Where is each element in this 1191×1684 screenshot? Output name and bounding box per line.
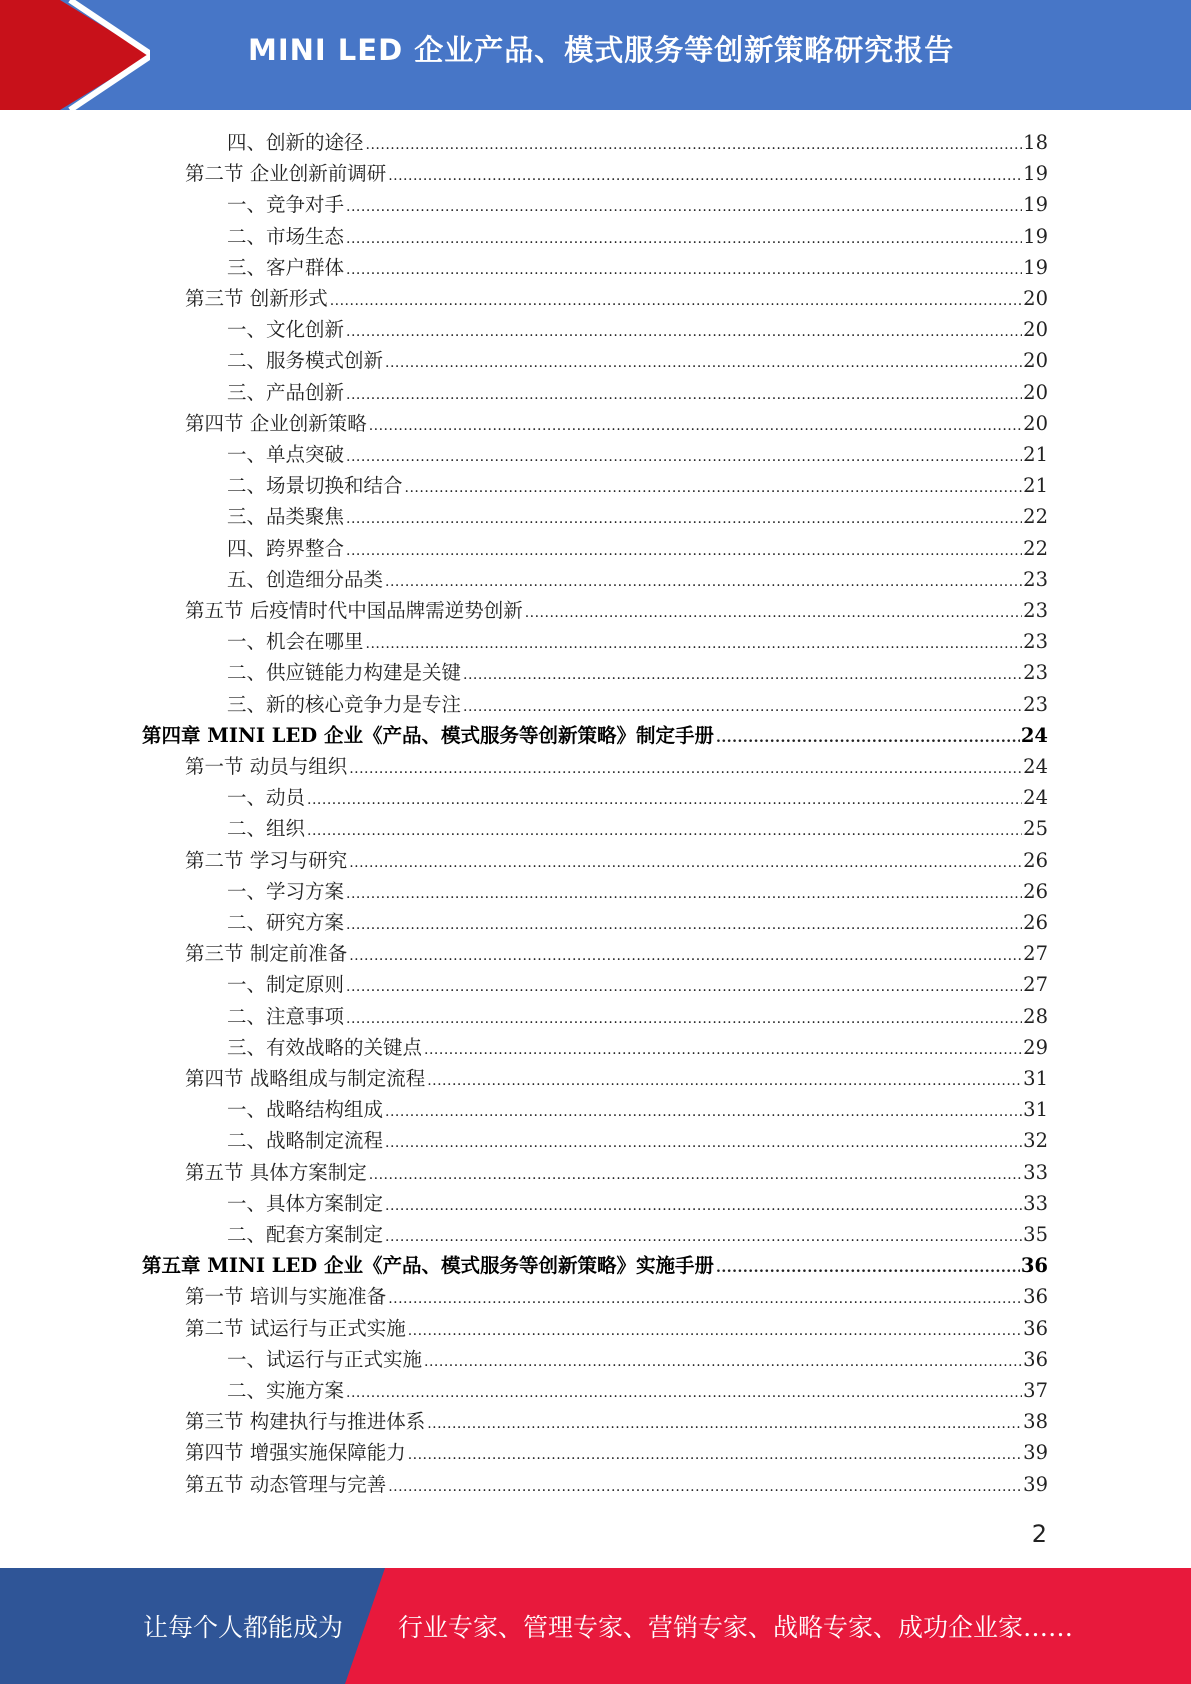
toc-subsection-entry[interactable] <box>227 1125 1048 1156</box>
toc-section-entry[interactable] <box>185 1406 1048 1437</box>
toc-entry-title: 第五章 MINI LED 企业《产品、模式服务等创新策略》实施手册 <box>142 1254 715 1278</box>
toc-entry-title: 二、实施方案 <box>227 1379 345 1402</box>
toc-entry-page: 27 <box>1023 942 1048 966</box>
toc-subsection-entry[interactable] <box>227 876 1048 907</box>
toc-section-entry[interactable] <box>185 1281 1048 1312</box>
toc-dot-leader <box>388 1284 1022 1315</box>
toc-dot-leader <box>385 1097 1022 1128</box>
toc-entry-page: 23 <box>1023 567 1048 591</box>
toc-section-entry[interactable] <box>185 158 1048 189</box>
toc-subsection-entry[interactable] <box>227 1001 1048 1032</box>
toc-subsection-entry[interactable] <box>227 782 1048 813</box>
toc-subsection-entry[interactable] <box>227 533 1048 564</box>
toc-entry-title: 第一节 培训与实施准备 <box>185 1285 387 1309</box>
toc-dot-leader <box>346 192 1022 223</box>
toc-entry-title: 一、制定原则 <box>227 973 345 997</box>
toc-dot-leader <box>346 442 1022 473</box>
toc-subsection-entry[interactable] <box>227 221 1048 252</box>
toc-dot-leader <box>463 660 1022 691</box>
toc-entry-page: 27 <box>1023 973 1048 997</box>
toc-dot-leader <box>424 1347 1022 1378</box>
toc-entry-page: 23 <box>1023 599 1048 622</box>
toc-entry-page: 24 <box>1023 755 1048 778</box>
toc-entry-title: 一、试运行与正式实施 <box>227 1347 423 1371</box>
toc-dot-leader <box>346 255 1022 286</box>
toc-entry-title: 第五节 动态管理与完善 <box>185 1472 387 1496</box>
toc-entry-page: 22 <box>1023 505 1048 529</box>
toc-dot-leader <box>385 348 1022 379</box>
toc-dot-leader <box>307 816 1022 847</box>
toc-entry-page: 20 <box>1023 411 1048 435</box>
toc-entry-title: 二、战略制定流程 <box>227 1129 384 1153</box>
toc-entry-title: 第三节 制定前准备 <box>185 942 348 966</box>
toc-section-entry[interactable] <box>185 1157 1048 1188</box>
toc-entry-page: 31 <box>1023 1098 1048 1122</box>
toc-entry-page: 26 <box>1023 911 1048 934</box>
toc-entry-page: 18 <box>1023 131 1048 154</box>
toc-dot-leader <box>349 941 1022 972</box>
toc-entry-page: 19 <box>1023 224 1048 248</box>
document-title: MINI LED 企业产品、模式服务等创新策略研究报告 <box>248 33 955 67</box>
toc-entry-title: 二、配套方案制定 <box>227 1223 384 1246</box>
toc-dot-leader <box>716 1253 1020 1284</box>
toc-dot-leader <box>346 972 1022 1003</box>
toc-entry-title: 五、创造细分品类 <box>227 567 384 591</box>
toc-dot-leader <box>427 1066 1022 1097</box>
toc-dot-leader <box>346 536 1022 567</box>
toc-entry-page: 26 <box>1023 879 1048 903</box>
toc-entry-title: 二、服务模式创新 <box>227 349 384 373</box>
toc-entry-title: 二、注意事项 <box>227 1004 345 1028</box>
toc-entry-page: 19 <box>1023 193 1048 217</box>
toc-section-entry[interactable] <box>185 408 1048 439</box>
header-arrow-icon <box>0 0 150 110</box>
toc-entry-page: 33 <box>1023 1191 1048 1215</box>
toc-entry-title: 第二节 学习与研究 <box>185 848 348 872</box>
toc-entry-page: 24 <box>1020 723 1048 747</box>
toc-section-entry[interactable] <box>185 1437 1048 1468</box>
toc-subsection-entry[interactable] <box>227 689 1048 720</box>
toc-section-entry[interactable] <box>185 283 1048 314</box>
toc-entry-page: 23 <box>1023 661 1048 685</box>
toc-entry-title: 第二节 企业创新前调研 <box>185 162 387 186</box>
toc-entry-page: 21 <box>1023 474 1048 498</box>
toc-chapter-entry[interactable] <box>142 720 1048 751</box>
toc-entry-page: 20 <box>1023 380 1048 404</box>
toc-section-entry[interactable] <box>185 1469 1048 1500</box>
toc-entry-title: 三、品类聚焦 <box>227 505 345 529</box>
toc-dot-leader <box>369 411 1022 442</box>
toc-entry-page: 20 <box>1023 287 1048 310</box>
toc-subsection-entry[interactable] <box>227 252 1048 283</box>
toc-entry-title: 一、文化创新 <box>227 318 345 342</box>
toc-section-entry[interactable] <box>185 1063 1048 1094</box>
toc-subsection-entry[interactable] <box>227 626 1048 657</box>
toc-dot-leader <box>408 1316 1022 1347</box>
toc-section-entry[interactable] <box>185 845 1048 876</box>
toc-dot-leader <box>388 161 1022 192</box>
toc-entry-page: 37 <box>1023 1379 1048 1402</box>
toc-chapter-entry[interactable] <box>142 1250 1048 1281</box>
toc-dot-leader <box>385 1191 1022 1222</box>
toc-entry-title: 一、具体方案制定 <box>227 1191 384 1215</box>
toc-entry-page: 31 <box>1023 1067 1048 1090</box>
toc-subsection-entry[interactable] <box>227 1344 1048 1375</box>
toc-entry-page: 36 <box>1023 1285 1048 1309</box>
toc-dot-leader <box>346 317 1022 348</box>
toc-dot-leader <box>366 130 1023 161</box>
toc-entry-title: 三、新的核心竞争力是专注 <box>227 692 462 716</box>
toc-entry-title: 二、市场生态 <box>227 224 345 248</box>
toc-entry-page: 28 <box>1023 1004 1048 1028</box>
toc-dot-leader <box>346 224 1022 255</box>
toc-dot-leader <box>366 629 1023 660</box>
toc-entry-title: 四、跨界整合 <box>227 536 345 560</box>
toc-entry-title: 一、战略结构组成 <box>227 1098 384 1122</box>
toc-entry-title: 一、竞争对手 <box>227 193 345 217</box>
toc-entry-title: 第四节 战略组成与制定流程 <box>185 1067 426 1090</box>
toc-subsection-entry[interactable] <box>227 501 1048 532</box>
toc-subsection-entry[interactable] <box>227 813 1048 844</box>
toc-entry-title: 二、研究方案 <box>227 911 345 934</box>
toc-entry-title: 第三节 构建执行与推进体系 <box>185 1410 426 1434</box>
footer-slogan: 让每个人都能成为 <box>143 1613 344 1642</box>
toc-entry-title: 三、有效战略的关键点 <box>227 1035 423 1059</box>
toc-subsection-entry[interactable] <box>227 1375 1048 1406</box>
toc-entry-page: 36 <box>1023 1347 1048 1371</box>
toc-entry-page: 35 <box>1023 1223 1048 1246</box>
toc-entry-title: 四、创新的途径 <box>227 131 364 154</box>
toc-entry-title: 第四节 企业创新策略 <box>185 411 367 435</box>
toc-section-entry[interactable] <box>185 751 1048 782</box>
toc-entry-page: 20 <box>1023 349 1048 373</box>
toc-subsection-entry[interactable] <box>227 377 1048 408</box>
toc-subsection-entry[interactable] <box>227 1188 1048 1219</box>
toc-dot-leader <box>349 754 1022 785</box>
toc-subsection-entry[interactable] <box>227 1094 1048 1125</box>
toc-dot-leader <box>369 1160 1022 1191</box>
toc-entry-title: 二、场景切换和结合 <box>227 474 403 498</box>
toc-subsection-entry[interactable] <box>227 470 1048 501</box>
toc-entry-title: 二、供应链能力构建是关键 <box>227 661 462 685</box>
toc-entry-page: 25 <box>1023 817 1048 841</box>
toc-subsection-entry[interactable] <box>227 907 1048 938</box>
toc-subsection-entry[interactable] <box>227 189 1048 220</box>
page-number: 2 <box>1031 1520 1047 1548</box>
toc-subsection-entry[interactable] <box>227 314 1048 345</box>
toc-subsection-entry[interactable] <box>227 969 1048 1000</box>
toc-entry-title: 一、机会在哪里 <box>227 630 364 654</box>
toc-entry-page: 36 <box>1020 1254 1048 1278</box>
toc-entry-title: 第五节 具体方案制定 <box>185 1160 367 1184</box>
toc-subsection-entry[interactable] <box>227 1219 1048 1250</box>
toc-entry-page: 22 <box>1023 536 1048 560</box>
toc-dot-leader <box>346 879 1022 910</box>
toc-dot-leader <box>385 1222 1022 1253</box>
toc-subsection-entry[interactable] <box>227 127 1048 158</box>
toc-dot-leader <box>525 598 1022 629</box>
toc-section-entry[interactable] <box>185 595 1048 626</box>
toc-entry-title: 第二节 试运行与正式实施 <box>185 1316 406 1340</box>
page-header <box>0 0 1191 110</box>
toc-entry-page: 20 <box>1023 318 1048 342</box>
toc-entry-page: 33 <box>1023 1160 1048 1184</box>
toc-subsection-entry[interactable] <box>227 1032 1048 1063</box>
toc-dot-leader <box>346 380 1022 411</box>
toc-dot-leader <box>427 1409 1022 1440</box>
toc-dot-leader <box>346 1378 1022 1409</box>
toc-dot-leader <box>716 723 1020 754</box>
toc-dot-leader <box>424 1035 1022 1066</box>
toc-dot-leader <box>385 567 1022 598</box>
toc-entry-title: 第四章 MINI LED 企业《产品、模式服务等创新策略》制定手册 <box>142 723 715 747</box>
page-footer <box>0 1568 1191 1684</box>
toc-subsection-entry[interactable] <box>227 345 1048 376</box>
toc-subsection-entry[interactable] <box>227 439 1048 470</box>
toc-entry-page: 23 <box>1023 630 1048 654</box>
toc-section-entry[interactable] <box>185 1313 1048 1344</box>
toc-section-entry[interactable] <box>185 938 1048 969</box>
toc-dot-leader <box>330 286 1022 317</box>
toc-entry-page: 24 <box>1023 786 1048 810</box>
toc-dot-leader <box>463 692 1022 723</box>
toc-entry-title: 三、客户群体 <box>227 255 345 279</box>
toc-entry-page: 36 <box>1023 1316 1048 1340</box>
toc-entry-page: 39 <box>1023 1472 1048 1496</box>
toc-dot-leader <box>388 1472 1022 1503</box>
toc-dot-leader <box>385 1128 1022 1159</box>
toc-dot-leader <box>405 473 1023 504</box>
toc-entry-page: 32 <box>1023 1129 1048 1153</box>
toc-entry-title: 一、单点突破 <box>227 443 345 466</box>
toc-dot-leader <box>346 1004 1022 1035</box>
toc-entry-title: 第三节 创新形式 <box>185 287 328 310</box>
toc-entry-page: 21 <box>1023 443 1048 466</box>
toc-entry-title: 三、产品创新 <box>227 380 345 404</box>
toc-entry-page: 26 <box>1023 848 1048 872</box>
toc-entry-title: 二、组织 <box>227 817 306 841</box>
toc-subsection-entry[interactable] <box>227 657 1048 688</box>
toc-entry-page: 23 <box>1023 692 1048 716</box>
toc-entry-page: 19 <box>1023 162 1048 186</box>
toc-dot-leader <box>408 1440 1022 1471</box>
toc-entry-page: 19 <box>1023 255 1048 279</box>
toc-entry-title: 一、学习方案 <box>227 879 345 903</box>
toc-entry-page: 38 <box>1023 1410 1048 1434</box>
toc-entry-page: 29 <box>1023 1035 1048 1059</box>
toc-entry-title: 第一节 动员与组织 <box>185 755 348 778</box>
toc-entry-title: 一、动员 <box>227 786 306 810</box>
toc-entry-title: 第五节 后疫情时代中国品牌需逆势创新 <box>185 599 523 622</box>
footer-expert-list: 行业专家、管理专家、营销专家、战略专家、成功企业家…… <box>398 1613 1074 1642</box>
toc-dot-leader <box>307 785 1022 816</box>
toc-dot-leader <box>349 848 1022 879</box>
toc-entry-title: 第四节 增强实施保障能力 <box>185 1441 406 1465</box>
toc-entry-page: 39 <box>1023 1441 1048 1465</box>
toc-subsection-entry[interactable] <box>227 564 1048 595</box>
toc-dot-leader <box>346 910 1022 941</box>
toc-dot-leader <box>346 504 1022 535</box>
